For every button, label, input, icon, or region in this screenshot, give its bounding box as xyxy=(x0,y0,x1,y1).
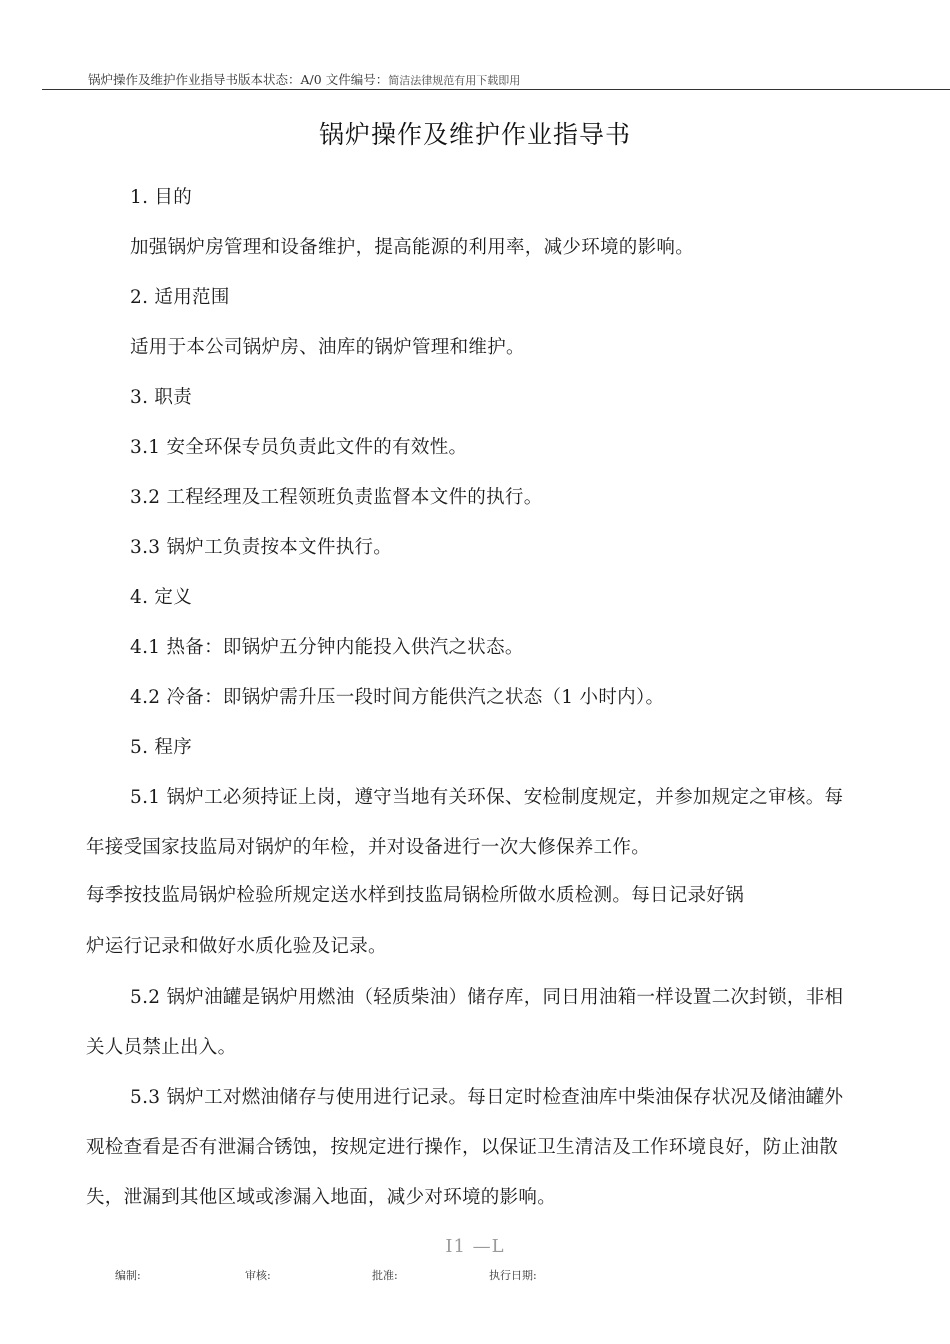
clause-3-2: 3.2 工程经理及工程领班负责监督本文件的执行。 xyxy=(130,487,543,508)
clause-3-1: 3.1 安全环保专员负责此文件的有效性。 xyxy=(130,437,468,458)
clause-5-2-line-2: 关人员禁止出入。 xyxy=(86,1037,237,1058)
clause-4-2: 4.2 冷备：即锅炉需升压一段时间方能供汽之状态（1 小时内）。 xyxy=(130,687,665,708)
document-title: 锅炉操作及维护作业指导书 xyxy=(318,120,631,149)
footer-prepared-by: 编制: xyxy=(115,1269,141,1282)
footer-effective-date: 执行日期: xyxy=(489,1269,537,1282)
paragraph-scope: 适用于本公司锅炉房、油库的锅炉管理和维护。 xyxy=(130,337,525,358)
clause-5-3-line-3: 失，泄漏到其他区域或渗漏入地面，减少对环境的影响。 xyxy=(86,1187,557,1208)
clause-5-1-line-2: 年接受国家技监局对锅炉的年检，并对设备进行一次大修保养工作。 xyxy=(86,837,651,858)
clause-5-1-line-3: 每季按技监局锅炉检验所规定送水样到技监局锅检所做水质检测。每日记录好锅 xyxy=(86,885,745,906)
clause-5-1-line-4: 炉运行记录和做好水质化验及记录。 xyxy=(86,936,387,957)
clause-3-3: 3.3 锅炉工负责按本文件执行。 xyxy=(130,537,393,558)
header-divider xyxy=(42,89,950,90)
header-code-value: 简洁法律规范有用下载即用 xyxy=(388,74,521,87)
section-heading-purpose: 1. 目的 xyxy=(130,187,193,208)
header-version-label: 版本状态： xyxy=(238,72,301,87)
section-heading-procedure: 5. 程序 xyxy=(130,737,193,758)
clause-5-3-line-2: 观检查看是否有泄漏合锈蚀，按规定进行操作，以保证卫生清洁及工作环境良好，防止油散 xyxy=(86,1137,839,1158)
header-code-label: 文件编号： xyxy=(325,72,389,87)
section-heading-responsibilities: 3. 职责 xyxy=(130,387,193,408)
clause-5-2-line-1: 5.2 锅炉油罐是锅炉用燃油（轻质柴油）储存库，同日用油箱一样设置二次封锁，非相 xyxy=(130,987,844,1008)
footer-reviewed-by: 审核: xyxy=(245,1269,271,1282)
clause-4-1: 4.1 热备：即锅炉五分钟内能投入供汽之状态。 xyxy=(130,637,524,658)
page-number: I1 —L xyxy=(445,1236,505,1257)
section-heading-definitions: 4. 定义 xyxy=(130,587,193,608)
header-doc-name: 锅炉操作及维护作业指导书 xyxy=(88,72,239,87)
clause-5-3-line-1: 5.3 锅炉工对燃油储存与使用进行记录。每日定时检查油库中柴油保存状况及储油罐外 xyxy=(130,1087,844,1108)
section-heading-scope: 2. 适用范围 xyxy=(130,287,230,308)
footer-approved-by: 批准: xyxy=(372,1269,398,1282)
header-version-value: A/0 xyxy=(300,72,322,87)
clause-5-1-line-1: 5.1 锅炉工必须持证上岗，遵守当地有关环保、安检制度规定，并参加规定之审核。每 xyxy=(130,787,844,808)
page-header xyxy=(88,70,520,88)
paragraph-purpose: 加强锅炉房管理和设备维护，提高能源的利用率，减少环境的影响。 xyxy=(130,237,695,258)
